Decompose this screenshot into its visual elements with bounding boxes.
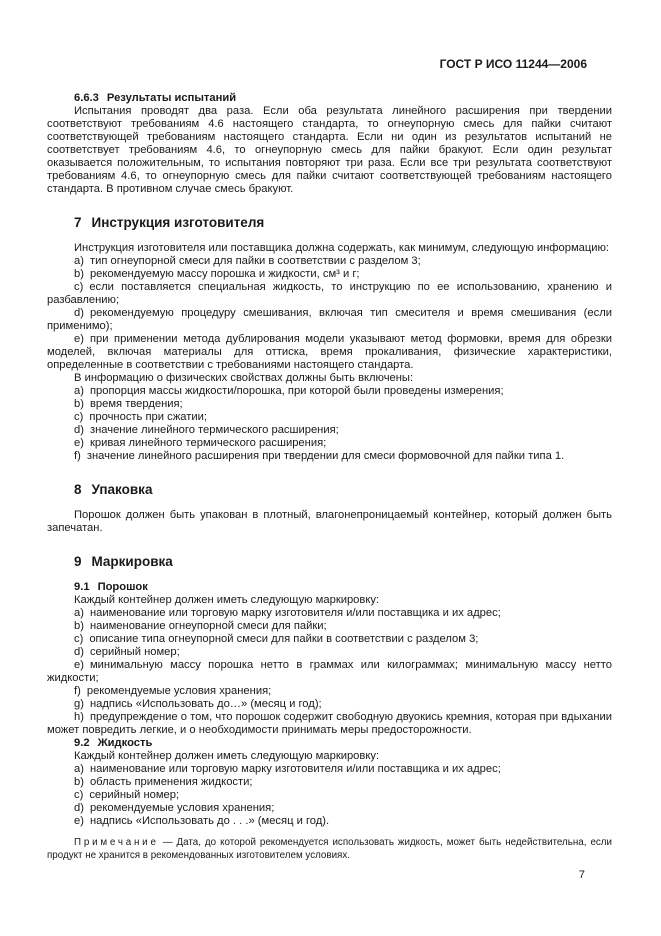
section-8-title: Упаковка (91, 482, 153, 497)
list-marker: f) (74, 685, 81, 697)
note-paragraph (47, 837, 612, 862)
list-item (47, 659, 612, 685)
list-item-text: пропорция массы жидкости/порошка, при которой были проведены измерения; (89, 385, 504, 397)
list-marker: a) (74, 607, 84, 619)
clause-91-heading (47, 581, 612, 594)
list-marker: h) (74, 711, 84, 723)
clause-92-heading (47, 737, 612, 750)
list-item-text: описание типа огнеупорной смеси для пайки в соответствии с разделом 3; (89, 633, 479, 645)
list-item-text: кривая линейного термического расширения; (89, 437, 327, 449)
list-item-text: рекомендуемые условия хранения; (86, 685, 272, 697)
list-item-text: значение линейного термического расширения; (89, 424, 339, 436)
list-marker: c) (74, 411, 84, 423)
clause-663-number: 6.6.3 (74, 92, 99, 104)
document-code-header: ГОСТ Р ИСО 11244—2006 (439, 57, 587, 71)
section-7-heading (47, 214, 612, 231)
list-item-text: значение линейного расширения при твердении для смеси формовочной для пайки типа 1. (86, 450, 565, 462)
section-7-title: Инструкция изготовителя (91, 215, 265, 230)
list-item-text: предупреждение о том, что порошок содержит свободную двуокись кремния, которая при вдыхании может повредить легкие, и о необходимости принимать меры предосторожности. (47, 711, 612, 736)
list-item-text: рекомендуемую процедуру смешивания, включая тип смесителя и время смешивания (если применимо); (47, 307, 612, 332)
clause-663-paragraph: Испытания проводят два раза. Если оба результата линейного расширения при твердении соответствуют требованиям 4.6 настоящего стандарта, то огнеупорную смесь для пайки считают соответствующей требованиям настоящего стандарта. Если ни один из результатов испытаний не соответствует требованиям 4.6, то огнеупорную смесь для пайки бракуют. Если один результат оказывается положительным, то испытания повторяют три раза. Если все три результата соответствуют требованиям 4.6, то огнеупорную смесь для пайки считают соответствующей требованиям настоящего стандарта. В противном случае смесь бракуют. (47, 105, 612, 195)
list-marker: e) (74, 659, 84, 671)
list-item (47, 815, 612, 828)
list-item-text: рекомендуемые условия хранения; (89, 802, 275, 814)
list-marker: b) (74, 620, 84, 632)
list-marker: a) (74, 385, 84, 397)
list-marker: e) (74, 333, 84, 345)
list-item (47, 607, 612, 620)
page-number: 7 (578, 869, 585, 881)
list-marker: e) (74, 437, 84, 449)
clause-91-number: 9.1 (74, 581, 90, 593)
list-item (47, 398, 612, 411)
section-8-number: 8 (74, 482, 82, 497)
list-marker: a) (74, 763, 84, 775)
list-marker: d) (74, 802, 84, 814)
list-item (47, 268, 612, 281)
list-item (47, 450, 612, 463)
list-marker: c) (74, 633, 84, 645)
list-item-text: наименование или торговую марку изготовителя и/или поставщика и их адрес; (89, 607, 501, 619)
list-marker: e) (74, 815, 84, 827)
list-item (47, 281, 612, 307)
list-item-text: время твердения; (89, 398, 183, 410)
list-item (47, 437, 612, 450)
clause-92-intro: Каждый контейнер должен иметь следующую маркировку: (74, 750, 380, 762)
list-item (47, 255, 612, 268)
list-item (47, 802, 612, 815)
list-item (47, 411, 612, 424)
note-text: — Дата, до которой рекомендуется использовать жидкость, может быть недействительна, если продукт не хранится в рекомендованных изготовителем условиях. (47, 837, 612, 861)
list-marker: f) (74, 450, 81, 462)
note-label: Примечание (74, 837, 159, 848)
list-item-text: наименование огнеупорной смеси для пайки; (89, 620, 327, 632)
section-7-physical-intro: В информацию о физических свойствах должны быть включены: (74, 372, 414, 384)
list-marker: b) (74, 776, 84, 788)
list-item-text: тип огнеупорной смеси для пайки в соответствии с разделом 3; (89, 255, 421, 267)
list-marker: d) (74, 424, 84, 436)
list-marker: d) (74, 307, 84, 319)
clause-663-title: Результаты испытаний (106, 92, 237, 104)
list-marker: g) (74, 698, 84, 710)
list-item-text: надпись «Использовать до . . .» (месяц и год). (89, 815, 330, 827)
list-item (47, 633, 612, 646)
list-item-text: минимальную массу порошка нетто в граммах или килограммах; минимальную массу нетто жидкости; (47, 659, 612, 684)
list-item (47, 789, 612, 802)
clause-91-intro: Каждый контейнер должен иметь следующую маркировку: (74, 594, 380, 606)
section-7-number: 7 (74, 215, 82, 230)
list-item (47, 698, 612, 711)
list-item (47, 424, 612, 437)
list-item (47, 307, 612, 333)
list-marker: d) (74, 646, 84, 658)
list-marker: c) (74, 789, 84, 801)
list-item-text: если поставляется специальная жидкость, то инструкцию по ее использованию, хранению и разбавлению; (47, 281, 612, 306)
list-item (47, 776, 612, 789)
list-item (47, 711, 612, 737)
clause-92-title: Жидкость (97, 737, 153, 749)
clause-663-heading (47, 92, 612, 105)
list-item-text: серийный номер; (89, 646, 180, 658)
list-item-text: надпись «Использовать до…» (месяц и год); (89, 698, 322, 710)
list-marker: b) (74, 398, 84, 410)
list-item (47, 646, 612, 659)
clause-91-title: Порошок (97, 581, 148, 593)
clause-92-number: 9.2 (74, 737, 90, 749)
list-item (47, 685, 612, 698)
list-item (47, 763, 612, 776)
section-9-title: Маркировка (91, 554, 173, 569)
list-item-text: наименование или торговую марку изготовителя и/или поставщика и их адрес; (89, 763, 501, 775)
section-7-intro: Инструкция изготовителя или поставщика должна содержать, как минимум, следующую информацию: (74, 242, 610, 254)
section-8-heading (47, 481, 612, 498)
list-item-text: серийный номер; (89, 789, 180, 801)
list-item-text: область применения жидкости; (89, 776, 253, 788)
section-9-heading (47, 553, 612, 570)
list-item-text: прочность при сжатии; (89, 411, 208, 423)
list-item (47, 385, 612, 398)
list-marker: c) (74, 281, 84, 293)
section-8-paragraph: Порошок должен быть упакован в плотный, влагонепроницаемый контейнер, который должен быть запечатан. (47, 509, 612, 534)
section-9-number: 9 (74, 554, 82, 569)
text-block (47, 57, 612, 882)
list-marker: a) (74, 255, 84, 267)
list-item (47, 333, 612, 372)
list-item-text: при применении метода дублирования модели указывают метод формовки, время для обрезки моделей, включая материалы для оттиска, время прокаливания, физические характеристики, определенные в соответствии с требованиями настоящего стандарта. (47, 333, 612, 371)
list-item-text: рекомендуемую массу порошка и жидкости, см³ и г; (89, 268, 360, 280)
list-marker: b) (74, 268, 84, 280)
list-item (47, 620, 612, 633)
